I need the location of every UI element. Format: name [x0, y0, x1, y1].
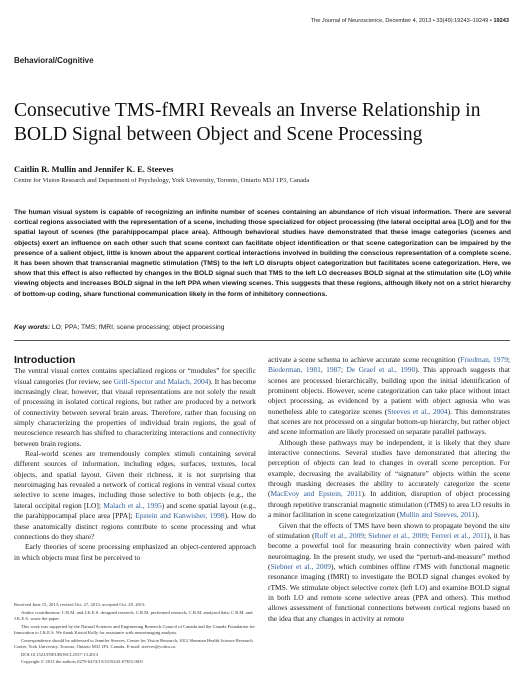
citation-link[interactable]: Ferreri et al., 2011: [431, 530, 488, 540]
left-column: [14, 355, 256, 563]
keywords-text: LO; PPA; TMS; fMRI; scene processing; object processing: [51, 324, 225, 331]
abstract: The human visual system is capable of recognizing an infinite number of scenes containing an abundance of rich visual information. There are several cortical regions associated with the representation of a scene, including those specialized for object processing (the lateral occipital area [LO]) and for the spatial layout of scenes (the parahippocampal place area). Although behavioral studies have demonstrated that these image categories (scenes and objects) exert an influence on each other such that scene context can facilitate object identification or that scene categorization can be impaired by the presence of a salient object, little is known about the apparent cortical interactions involved in building the conscious representation of a complete scene. It has been shown that transcranial magnetic stimulation (TMS) to the left LO disrupts object categorization but facilitates scene categorization. Here, we show that this effect is also reflected by changes in the BOLD signal such that TMS to the left LO decreases BOLD signal at the stimulation site (LO) while viewing objects and increases BOLD signal in the left PPA when viewing scenes. This suggests that these regions, although likely not on a strict hierarchy of bottom-up coding, share functional communication likely in the form of inhibitory connections.: [14, 209, 511, 298]
citation-link[interactable]: De Graef et al., 1990: [346, 365, 416, 375]
body-paragraph-1: activate a scene schema to achieve accurate scene recognition (Friedman, 1979; Biederman, 1981, 1987; De Graef et al., 1990). This approach suggests that scenes are processed hierarchically, building upon the initial identification of prominent objects. However, scene categorization can take place without intact object processing, as evidenced by a patient with object agnosia who was nonetheless able to categorize scenes (Steeves et al., 2004). This demonstrates that scenes are not processed on a singular bottom-up hierarchy, but rather object and scene information are likely processed on separate parallel pathways.: [268, 355, 510, 437]
journal-citation: The Journal of Neuroscience, December 4, 2013 • 33(49):19243–19249 •: [310, 18, 492, 24]
citation-link[interactable]: Friedman, 1979: [460, 355, 508, 364]
keywords: [14, 324, 511, 331]
citation-link[interactable]: Grill-Spector and Malach, 2004: [113, 376, 209, 386]
citation-link[interactable]: Siebner et al., 2009: [368, 530, 427, 540]
right-column: [268, 355, 510, 624]
footnote-correspondence: Correspondence should be addressed to Jennifer Steeves, Centre for Vision Research, 1012 Sherman Health Science Research Centre, York University, Toronto, Ontario M3J 1P3, Canada. E-mail: steeves@yorku.ca.: [14, 637, 253, 649]
citation-link[interactable]: 1987: [326, 365, 341, 375]
footnotes: [14, 602, 256, 667]
footnote-contributions: Author contributions: C.R.M. and J.K.E.S. designed research; C.R.M. performed research; C.R.M. analyzed data; C.R.M. and J.K.E.S. wrote the paper.: [14, 609, 253, 621]
intro-heading: Introduction: [14, 354, 76, 366]
footnote-received: Received June 15, 2013; revised Oct. 27, 2013; accepted Oct. 29, 2013.: [14, 602, 146, 607]
citation-link[interactable]: Mullin and Steeves, 2011: [399, 510, 476, 520]
running-header: [311, 18, 509, 24]
intro-paragraph-1: The ventral visual cortex contains specialized regions or “modules” for specific visual categories (for review, see Grill-Spector and Malach, 2004). It has become increasingly clear, however, that visual representations are not solely the result of processing in isolated cortical regions, but rather are produced by a network of connectivity between several brain areas. Therefore, rather than focusing on simply characterizing the properties of individual brain regions, the goal of neuroscience research has shifted to characterizing interactions and connectivity between brain regions.: [14, 366, 257, 448]
citation-link[interactable]: Epstein and Kanwisher, 1998: [135, 511, 225, 521]
keywords-label: Key words:: [14, 324, 51, 331]
footnote-support: This work was supported by the Natural Sciences and Engineering Research Council of Canada and the Canada Foundation for Innovation to J.K.E.S. We thank Kristal Kelly for assistance with neuroimaging analysis.: [14, 623, 255, 635]
body-paragraph-3: Given that the effects of TMS have been shown to propagate beyond the site of stimulation (Ruff et al., 2009; Siebner et al., 2009; Ferreri et al., 2011), it has become a powerful tool for measuring brain connectivity when paired with neuroimaging. In the present study, we used the “perturb-and-measure” method (Siebner et al., 2009), which combines offline rTMS with functional magnetic resonance imaging (fMRI) to investigate the BOLD signal changes evoked by rTMS. We stimulate object selective cortex (left LO) and examine BOLD signal in both LO and remote scene selective areas (PPA and others). This method allows assessment of functional connections between cortical regions based on the idea that any changes in activity at remote: [268, 520, 510, 623]
citation-link[interactable]: Ruff et al., 2009: [314, 530, 365, 540]
page-number: 19243: [493, 18, 509, 24]
intro-paragraph-2: Real-world scenes are tremendously complex stimuli containing several different sources of information, including edges, surfaces, textures, local objects, and spatial layout. Given their richness, it is not surprising that neuroimaging has revealed a network of cortical regions in ventral visual cortex selective to scene images, including those selective to both objects (e.g., the lateral occipital region [LO]; Malach et al., 1995) and scene spatial layout (e.g., the parahippocampal place area [PPA]; Epstein and Kanwisher, 1998). How do these anatomically distinct regions contribute to scene processing and what connections do they share?: [14, 449, 257, 541]
citation-link[interactable]: Steeves et al., 2004: [387, 406, 448, 416]
citation-link[interactable]: Malach et al., 1995: [103, 500, 162, 510]
section-divider: [14, 340, 510, 341]
author-list: Caitlin R. Mullin and Jennifer K. E. Steeves: [14, 164, 174, 174]
citation-link[interactable]: Biederman, 1981: [268, 365, 321, 375]
footnote-doi: DOI:10.1523/JNEUROSCI.2537-13.2013: [21, 651, 99, 657]
affiliation: Centre for Vision Research and Department of Psychology, York University, Toronto, Ontario M3J 1P3, Canada: [14, 177, 310, 184]
body-paragraph-2: Although these pathways may be independent, it is likely that they share interactive connections. Several studies have demonstrated that altering the perception of objects can lead to changes in overall scene perception. For example, decreasing the availability of “signature” objects within the scene through masking decreases the ability to accurately categorize the scene (MacEvoy and Epstein, 2011). In addition, disruption of object processing through repetitive transcranial magnetic stimulation (rTMS) to area LO results in a minor facilitation in scene categorization (Mullin and Steeves, 2011).: [268, 437, 511, 520]
footnote-copyright: Copyright © 2013 the authors 0270-6474/13/3319243-07$15.00/0: [21, 659, 143, 665]
intro-paragraph-3: Early theories of scene processing emphasized an object-centered approach in which objects must first be perceived to: [14, 542, 256, 562]
citation-link[interactable]: MacEvoy and Epstein, 2011: [270, 489, 362, 499]
article-title: Consecutive TMS-fMRI Reveals an Inverse Relationship in BOLD Signal between Object and Scene Processing: [14, 100, 481, 145]
section-label: Behavioral/Cognitive: [14, 56, 94, 65]
citation-link[interactable]: Siebner et al., 2009: [270, 561, 332, 571]
